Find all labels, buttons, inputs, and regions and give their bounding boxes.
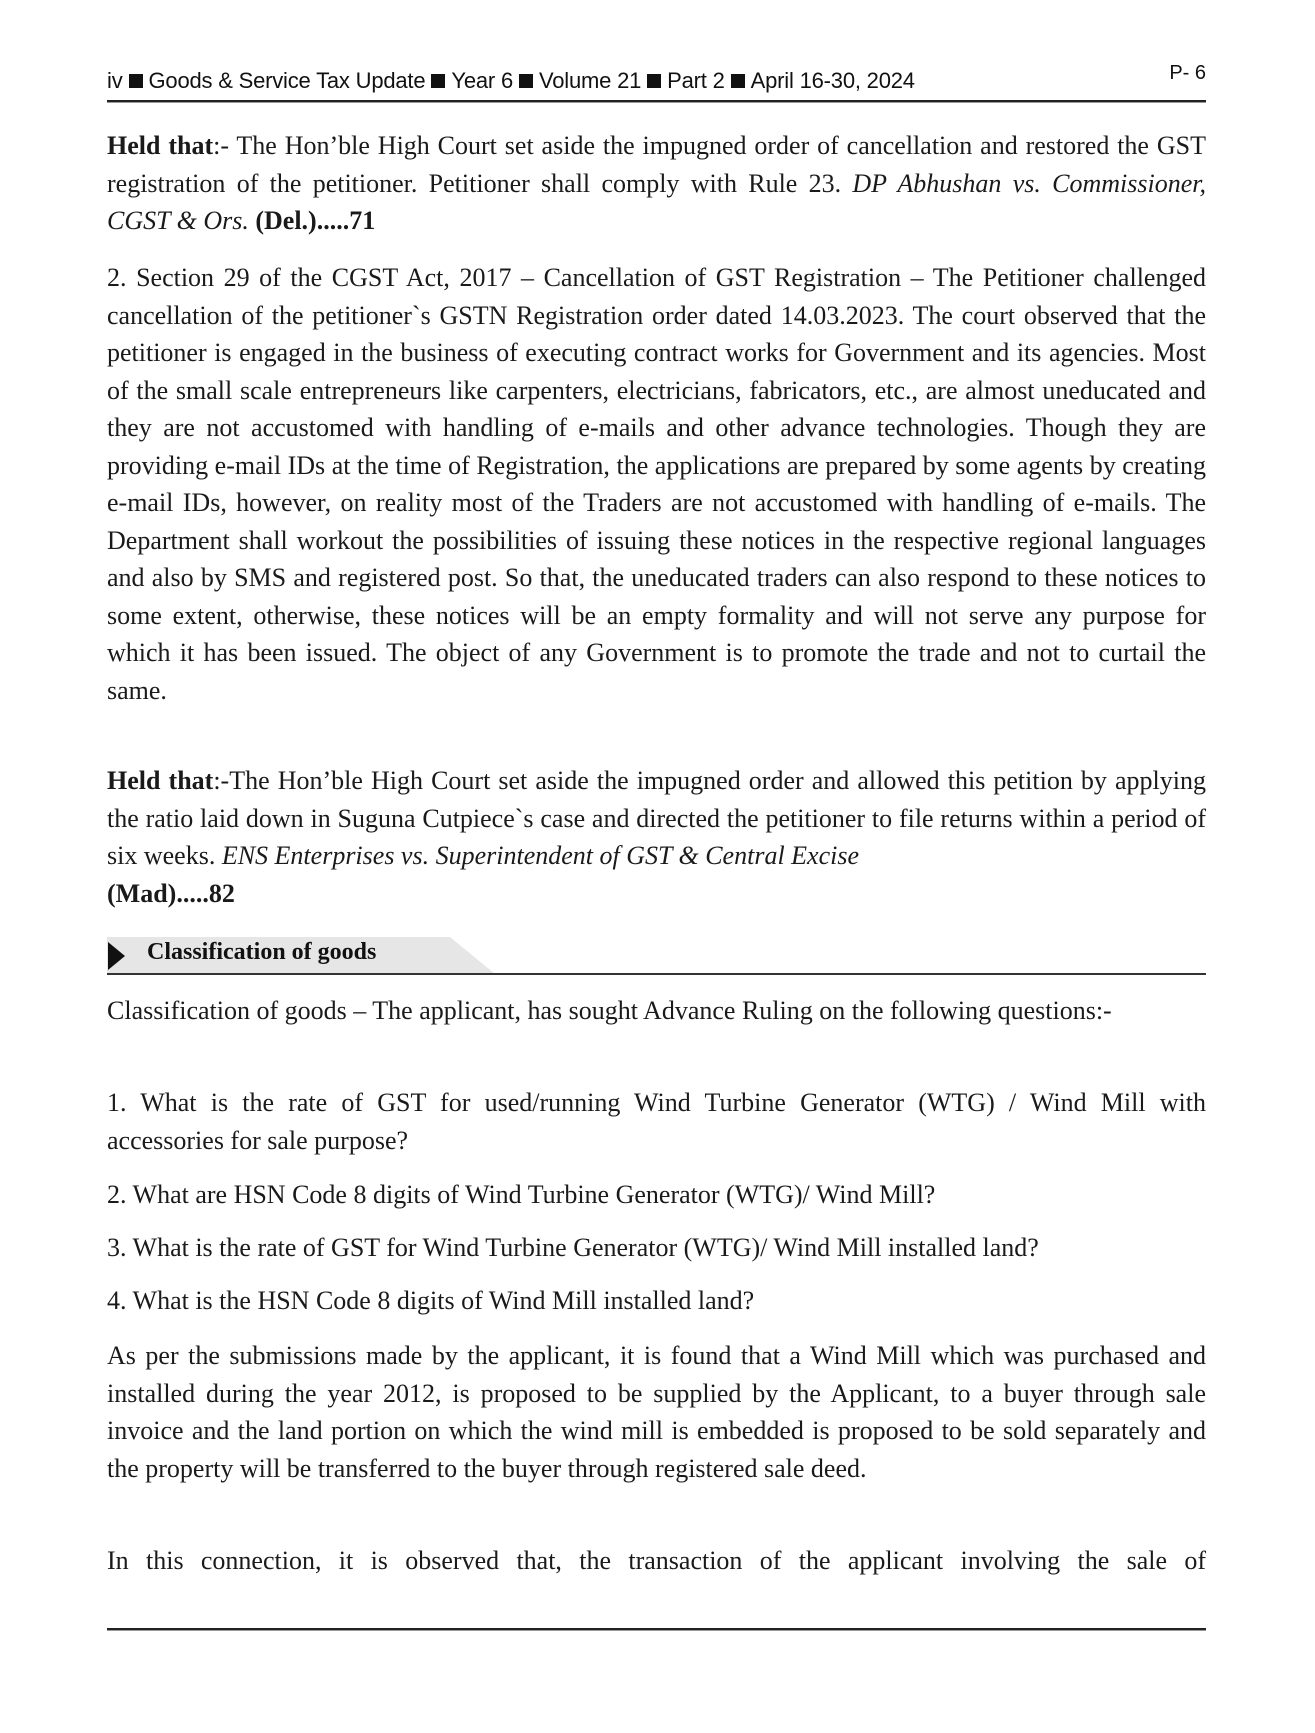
held-that-text: :-The Hon’ble High Court set aside the impugned order and allowed this petition by applying the ratio laid down in Suguna Cutpiece`s case and directed the petitioner to file returns within a period of six weeks. (107, 766, 1206, 870)
connection-paragraph: In this connection, it is observed that, the transaction of the applicant involving the sale of (107, 1546, 1206, 1575)
header-publication-line (107, 68, 915, 94)
square-bullet-icon (129, 74, 143, 88)
held-that-text: :- The Hon’ble High Court set aside the impugned order of cancellation and restored the GST registration of the petitioner. Petitioner shall comply with Rule 23. (107, 131, 1206, 198)
square-bullet-icon (519, 74, 533, 88)
case-summary-text: 2. Section 29 of the CGST Act, 2017 – Cancellation of GST Registration – The Petitioner challenged cancellation of the petitioner`s GSTN Registration order dated 14.03.2023. The court observed that the petitioner is engaged in the business of executing contract works for Government and its agencies. Most of the small scale entrepreneurs like carpenters, electricians, fabricators, etc., are almost uneducated and they are not accustomed with handling of e-mails and other advance technologies. Though they are providing e-mail IDs at the time of Registration, the applications are prepared by some agents by creating e-mail IDs, however, on reality most of the Traders are not accustomed with handling of e-mails. The Department shall workout the possibilities of issuing these notices in the respective regional languages and also by SMS and registered post. So that, the uneducated traders can also respond to these notices to some extent, otherwise, these notices will be an empty formality and will not serve any purpose for which it has been issued. The object of any Government is to promote the trade and not to curtail the same. (107, 263, 1206, 705)
question-4: 4. What is the HSN Code 8 digits of Wind Mill installed land? (107, 1286, 755, 1315)
question-1: 1. What is the rate of GST for used/running Wind Turbine Generator (WTG) / Wind Mill with accessories for sale purpose? (107, 1088, 1206, 1155)
header-roman-page: iv (107, 68, 123, 93)
section-rule (107, 973, 1206, 975)
held-that-label: Held that (107, 766, 214, 795)
held-that-paragraph-1 (107, 127, 1206, 240)
question-2: 2. What are HSN Code 8 digits of Wind Turbine Generator (WTG)/ Wind Mill? (107, 1180, 936, 1209)
square-bullet-icon (731, 74, 745, 88)
section-title: Classification of goods (147, 939, 377, 965)
case-citation: ENS Enterprises vs. Superintendent of GST & Central Excise (221, 841, 860, 870)
held-that-label: Held that (107, 131, 214, 160)
question-3: 3. What is the rate of GST for Wind Turbine Generator (WTG)/ Wind Mill installed land? (107, 1233, 1039, 1262)
header-publication: Goods & Service Tax Update (148, 68, 426, 93)
page-number: P- 6 (1169, 62, 1206, 84)
header-rule (107, 100, 1206, 103)
running-header (107, 62, 1206, 96)
submissions-paragraph: As per the submissions made by the applicant, it is found that a Wind Mill which was purchased and installed during the year 2012, is proposed to be supplied by the Applicant, to a buyer through sale invoice and the land portion on which the wind mill is embedded is proposed to be sold separately and the property will be transferred to the buyer through registered sale deed. (107, 1341, 1206, 1483)
classification-intro: Classification of goods – The applicant, has sought Advance Ruling on the following questions:- (107, 996, 1112, 1025)
header-volume: Volume 21 (539, 68, 642, 93)
section-heading-banner (107, 937, 1206, 974)
header-year: Year 6 (451, 68, 513, 93)
triangle-bullet-icon (108, 942, 125, 970)
header-date: April 16-30, 2024 (750, 68, 915, 93)
square-bullet-icon (431, 74, 445, 88)
held-that-paragraph-2 (107, 762, 1206, 912)
case-reference: (Del.).....71 (248, 206, 376, 235)
square-bullet-icon (647, 74, 661, 88)
header-part: Part 2 (667, 68, 725, 93)
case-summary-paragraph-2 (107, 259, 1206, 709)
case-reference: (Mad).....82 (107, 878, 235, 908)
footer-rule (107, 1628, 1206, 1631)
case-citation: DP Abhushan vs. Commissioner, CGST & Ors. (107, 168, 1206, 235)
